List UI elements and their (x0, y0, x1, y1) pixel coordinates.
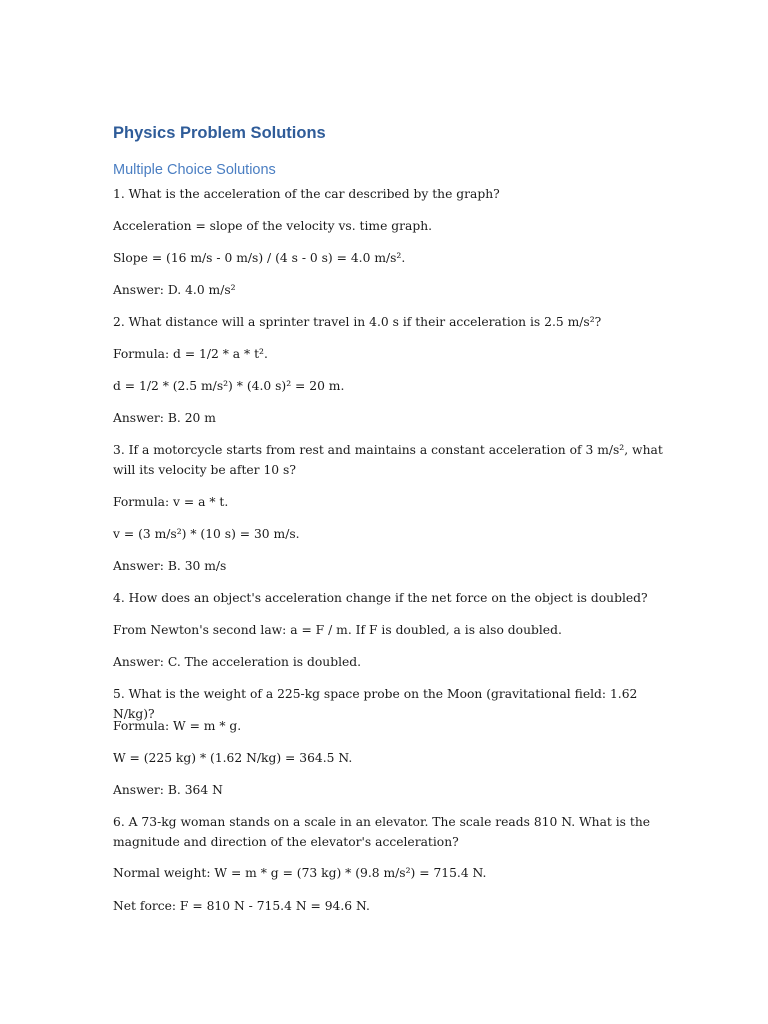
answer-1: Answer: D. 4.0 m/s² (113, 283, 236, 297)
answer-3: Answer: B. 30 m/s (113, 559, 227, 573)
solution-line: d = 1/2 * (2.5 m/s²) * (4.0 s)² = 20 m. (113, 379, 345, 393)
solution-line: Normal weight: W = m * g = (73 kg) * (9.8 m/s²) = 715.4 N. (113, 866, 487, 880)
solution-line: v = (3 m/s²) * (10 s) = 30 m/s. (113, 527, 300, 541)
solution-line: Acceleration = slope of the velocity vs. time graph. (113, 219, 433, 233)
solution-line: Formula: d = 1/2 * a * t². (113, 347, 268, 361)
solution-line: W = (225 kg) * (1.62 N/kg) = 364.5 N. (113, 751, 353, 765)
question-2: 2. What distance will a sprinter travel in 4.0 s if their acceleration is 2.5 m/s²? (113, 315, 602, 329)
question-1: 1. What is the acceleration of the car described by the graph? (113, 187, 500, 201)
question-6: 6. A 73-kg woman stands on a scale in an elevator. The scale reads 810 N. What is the magnitude and direction of the elevator's acceleration? (113, 815, 654, 849)
solution-line: From Newton's second law: a = F / m. If F is doubled, a is also doubled. (113, 623, 562, 637)
answer-5: Answer: B. 364 N (113, 783, 223, 797)
answer-2: Answer: B. 20 m (113, 411, 216, 425)
section-heading: Multiple Choice Solutions (113, 162, 276, 178)
answer-4: Answer: C. The acceleration is doubled. (113, 655, 362, 669)
document-title: Physics Problem Solutions (113, 124, 326, 142)
question-3: 3. If a motorcycle starts from rest and maintains a constant acceleration of 3 m/s², what will its velocity be after 10 s? (113, 443, 667, 477)
solution-line: Net force: F = 810 N - 715.4 N = 94.6 N. (113, 899, 370, 913)
solution-line: Formula: W = m * g. (113, 719, 242, 733)
solution-line: Slope = (16 m/s - 0 m/s) / (4 s - 0 s) = 4.0 m/s². (113, 251, 406, 265)
question-4: 4. How does an object's acceleration change if the net force on the object is doubled? (113, 591, 648, 605)
solution-line: Formula: v = a * t. (113, 495, 229, 509)
question-5: 5. What is the weight of a 225-kg space probe on the Moon (gravitational field: 1.62 N/kg)? (113, 687, 642, 721)
